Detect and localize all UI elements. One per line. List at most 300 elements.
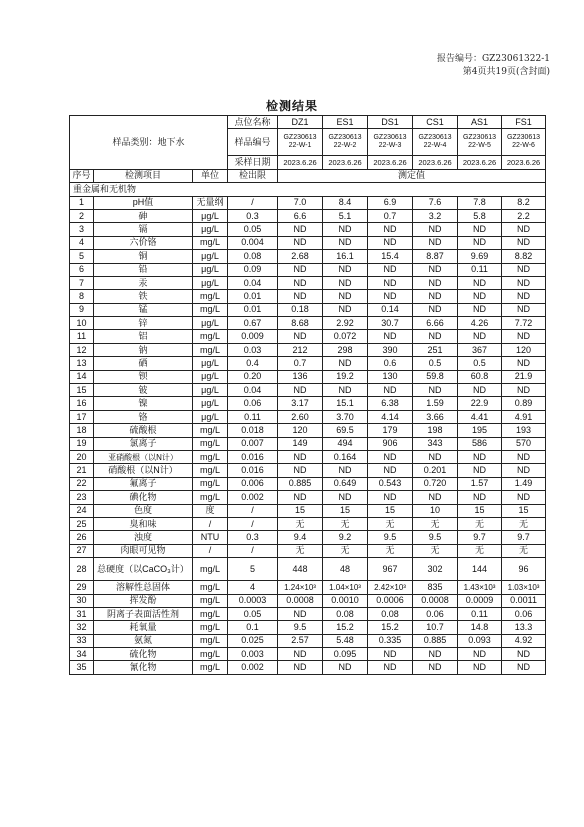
unit-cell: mg/L xyxy=(193,303,228,316)
seq-header: 序号 xyxy=(70,169,94,182)
table-row xyxy=(70,236,546,249)
value-cell: ND xyxy=(368,450,413,463)
value-cell: ND xyxy=(458,464,502,477)
item-cell: 汞 xyxy=(94,276,193,289)
table-row xyxy=(70,621,546,634)
table-row xyxy=(70,544,546,557)
value-cell: 69.5 xyxy=(323,424,368,437)
table-row xyxy=(70,491,546,504)
value-cell: ND xyxy=(278,607,323,620)
point-cell: DS1 xyxy=(368,116,413,129)
value-cell: ND xyxy=(368,491,413,504)
value-cell: 0.0010 xyxy=(323,594,368,607)
value-cell: ND xyxy=(413,223,458,236)
point-cell: AS1 xyxy=(458,116,502,129)
measured-header: 测定值 xyxy=(278,169,546,182)
unit-cell: mg/L xyxy=(193,581,228,594)
limit-cell: 0.009 xyxy=(228,330,278,343)
value-cell: ND xyxy=(278,464,323,477)
value-cell: ND xyxy=(502,384,546,397)
value-cell: 19.2 xyxy=(323,370,368,383)
value-cell: ND xyxy=(502,491,546,504)
value-cell: ND xyxy=(502,276,546,289)
value-cell: 15 xyxy=(502,504,546,517)
item-cell: 铜 xyxy=(94,250,193,263)
value-cell: 835 xyxy=(413,581,458,594)
unit-cell: μg/L xyxy=(193,209,228,222)
value-cell: 0.0011 xyxy=(502,594,546,607)
sample-date-cell: 2023.6.26 xyxy=(323,156,368,169)
limit-cell: 0.0003 xyxy=(228,594,278,607)
value-cell: 9.2 xyxy=(323,531,368,544)
value-cell: 198 xyxy=(413,424,458,437)
value-cell: 48 xyxy=(323,558,368,581)
page-title: 检测结果 xyxy=(265,99,318,113)
sample-date-cell: 2023.6.26 xyxy=(278,156,323,169)
item-cell: 镉 xyxy=(94,223,193,236)
item-cell: 铁 xyxy=(94,290,193,303)
sample-no-cell: GZ230613 22-W-3 xyxy=(368,129,413,156)
unit-cell: mg/L xyxy=(193,424,228,437)
value-cell: ND xyxy=(458,648,502,661)
value-cell: 4.14 xyxy=(368,410,413,423)
value-cell: 1.59 xyxy=(413,397,458,410)
unit-cell: mg/L xyxy=(193,464,228,477)
seq-cell: 35 xyxy=(70,661,94,674)
value-cell: 9.7 xyxy=(502,531,546,544)
value-cell: 8.87 xyxy=(413,250,458,263)
unit-cell: mg/L xyxy=(193,607,228,620)
value-cell: 7.8 xyxy=(458,196,502,209)
value-cell: ND xyxy=(323,384,368,397)
value-cell: 10.7 xyxy=(413,621,458,634)
value-cell: 14.8 xyxy=(458,621,502,634)
value-cell: ND xyxy=(413,236,458,249)
value-cell: ND xyxy=(458,236,502,249)
seq-cell: 33 xyxy=(70,634,94,647)
value-cell: 144 xyxy=(458,558,502,581)
value-cell: ND xyxy=(502,330,546,343)
value-cell: 10 xyxy=(413,504,458,517)
value-cell: 21.9 xyxy=(502,370,546,383)
value-cell: ND xyxy=(368,276,413,289)
value-cell: 1.57 xyxy=(458,477,502,490)
unit-cell: μg/L xyxy=(193,223,228,236)
value-cell: 0.0008 xyxy=(278,594,323,607)
value-cell: 4.26 xyxy=(458,317,502,330)
limit-cell: 0.016 xyxy=(228,464,278,477)
seq-cell: 27 xyxy=(70,544,94,557)
value-cell: 30.7 xyxy=(368,317,413,330)
value-cell: ND xyxy=(278,648,323,661)
table-row xyxy=(70,290,546,303)
limit-cell: 0.003 xyxy=(228,648,278,661)
table-row xyxy=(70,357,546,370)
table-row xyxy=(70,558,546,581)
value-cell: 0.7 xyxy=(278,357,323,370)
value-cell: ND xyxy=(368,290,413,303)
seq-cell: 26 xyxy=(70,531,94,544)
seq-cell: 31 xyxy=(70,607,94,620)
value-cell: 无 xyxy=(278,517,323,530)
value-cell: 9.5 xyxy=(278,621,323,634)
sample-date-cell: 2023.6.26 xyxy=(502,156,546,169)
value-cell: 0.093 xyxy=(458,634,502,647)
seq-cell: 18 xyxy=(70,424,94,437)
value-cell: 0.335 xyxy=(368,634,413,647)
value-cell: ND xyxy=(413,276,458,289)
limit-cell: 0.08 xyxy=(228,250,278,263)
table-row xyxy=(70,607,546,620)
value-cell: ND xyxy=(458,384,502,397)
value-cell: 6.6 xyxy=(278,209,323,222)
value-cell: 1.43×10³ xyxy=(458,581,502,594)
table-row xyxy=(70,343,546,356)
unit-cell: / xyxy=(193,517,228,530)
seq-cell: 22 xyxy=(70,477,94,490)
table-row xyxy=(70,223,546,236)
seq-cell: 14 xyxy=(70,370,94,383)
sample-no-label: 样品编号 xyxy=(228,129,278,156)
value-cell: 3.17 xyxy=(278,397,323,410)
item-cell: 氯离子 xyxy=(94,437,193,450)
value-cell: 3.2 xyxy=(413,209,458,222)
seq-cell: 29 xyxy=(70,581,94,594)
seq-cell: 25 xyxy=(70,517,94,530)
limit-cell: 0.3 xyxy=(228,209,278,222)
seq-cell: 30 xyxy=(70,594,94,607)
value-cell: ND xyxy=(458,223,502,236)
value-cell: 8.2 xyxy=(502,196,546,209)
value-cell: ND xyxy=(502,303,546,316)
value-cell: 967 xyxy=(368,558,413,581)
unit-cell: μg/L xyxy=(193,357,228,370)
value-cell: ND xyxy=(502,236,546,249)
value-cell: 0.0008 xyxy=(413,594,458,607)
unit-cell: / xyxy=(193,544,228,557)
seq-cell: 7 xyxy=(70,276,94,289)
value-cell: 无 xyxy=(413,517,458,530)
sample-category: 样品类别：地下水 xyxy=(70,116,228,170)
unit-cell: mg/L xyxy=(193,330,228,343)
value-cell: ND xyxy=(278,491,323,504)
seq-cell: 13 xyxy=(70,357,94,370)
item-cell: 浊度 xyxy=(94,531,193,544)
value-cell: ND xyxy=(278,263,323,276)
item-cell: 硒 xyxy=(94,357,193,370)
value-cell: ND xyxy=(502,290,546,303)
value-cell: 179 xyxy=(368,424,413,437)
table-row xyxy=(70,276,546,289)
value-cell: 15.2 xyxy=(323,621,368,634)
seq-cell: 24 xyxy=(70,504,94,517)
value-cell: 2.60 xyxy=(278,410,323,423)
value-cell: 9.5 xyxy=(368,531,413,544)
unit-cell: μg/L xyxy=(193,370,228,383)
value-cell: ND xyxy=(323,491,368,504)
item-cell: 阴离子表面活性剂 xyxy=(94,607,193,620)
value-cell: 298 xyxy=(323,343,368,356)
value-cell: 8.82 xyxy=(502,250,546,263)
limit-cell: 0.007 xyxy=(228,437,278,450)
limit-cell: / xyxy=(228,544,278,557)
limit-cell: 0.016 xyxy=(228,450,278,463)
sample-no-cell: GZ230613 22-W-4 xyxy=(413,129,458,156)
value-cell: 5.1 xyxy=(323,209,368,222)
table-row xyxy=(70,450,546,463)
unit-cell: NTU xyxy=(193,531,228,544)
value-cell: 195 xyxy=(458,424,502,437)
seq-cell: 9 xyxy=(70,303,94,316)
limit-cell: 0.06 xyxy=(228,397,278,410)
item-cell: 砷 xyxy=(94,209,193,222)
value-cell: 7.0 xyxy=(278,196,323,209)
value-cell: ND xyxy=(323,357,368,370)
value-cell: ND xyxy=(458,491,502,504)
limit-cell: 0.018 xyxy=(228,424,278,437)
table-row xyxy=(70,594,546,607)
seq-cell: 10 xyxy=(70,317,94,330)
value-cell: ND xyxy=(323,303,368,316)
seq-cell: 20 xyxy=(70,450,94,463)
value-cell: ND xyxy=(323,263,368,276)
table-row xyxy=(70,581,546,594)
table-row xyxy=(70,504,546,517)
unit-cell: μg/L xyxy=(193,276,228,289)
value-cell: 15 xyxy=(278,504,323,517)
limit-cell: 0.1 xyxy=(228,621,278,634)
value-cell: 9.7 xyxy=(458,531,502,544)
limit-cell: 4 xyxy=(228,581,278,594)
value-cell: 1.04×10³ xyxy=(323,581,368,594)
value-cell: 9.4 xyxy=(278,531,323,544)
section-row xyxy=(70,183,546,196)
limit-cell: / xyxy=(228,196,278,209)
value-cell: ND xyxy=(458,276,502,289)
seq-cell: 16 xyxy=(70,397,94,410)
table-row xyxy=(70,464,546,477)
limit-cell: 0.002 xyxy=(228,491,278,504)
value-cell: 15 xyxy=(368,504,413,517)
value-cell: ND xyxy=(278,450,323,463)
item-cell: 耗氧量 xyxy=(94,621,193,634)
sample-date-cell: 2023.6.26 xyxy=(413,156,458,169)
value-cell: ND xyxy=(413,491,458,504)
item-cell: 碘化物 xyxy=(94,491,193,504)
limit-cell: 0.20 xyxy=(228,370,278,383)
table-row xyxy=(70,410,546,423)
value-cell: ND xyxy=(413,303,458,316)
limit-cell: 0.03 xyxy=(228,343,278,356)
value-cell: 16.1 xyxy=(323,250,368,263)
item-cell: 硫酸根 xyxy=(94,424,193,437)
value-cell: ND xyxy=(368,384,413,397)
value-cell: 586 xyxy=(458,437,502,450)
seq-cell: 5 xyxy=(70,250,94,263)
unit-cell: mg/L xyxy=(193,477,228,490)
value-cell: 1.49 xyxy=(502,477,546,490)
limit-cell: / xyxy=(228,517,278,530)
value-cell: ND xyxy=(502,263,546,276)
item-cell: 氨氮 xyxy=(94,634,193,647)
value-cell: 251 xyxy=(413,343,458,356)
value-cell: ND xyxy=(368,661,413,674)
table-row xyxy=(70,477,546,490)
table-row xyxy=(70,384,546,397)
value-cell: ND xyxy=(458,661,502,674)
value-cell: 15 xyxy=(323,504,368,517)
section-title: 重金属和无机物 xyxy=(70,183,546,196)
seq-cell: 4 xyxy=(70,236,94,249)
value-cell: 390 xyxy=(368,343,413,356)
item-cell: 铬 xyxy=(94,410,193,423)
item-cell: 铍 xyxy=(94,384,193,397)
value-cell: 15 xyxy=(458,504,502,517)
value-cell: 3.66 xyxy=(413,410,458,423)
value-cell: ND xyxy=(278,236,323,249)
point-cell: DZ1 xyxy=(278,116,323,129)
seq-cell: 28 xyxy=(70,558,94,581)
value-cell: 0.89 xyxy=(502,397,546,410)
item-cell: 铝 xyxy=(94,330,193,343)
value-cell: 2.2 xyxy=(502,209,546,222)
value-cell: 4.41 xyxy=(458,410,502,423)
value-cell: 6.38 xyxy=(368,397,413,410)
limit-cell: 0.025 xyxy=(228,634,278,647)
value-cell: ND xyxy=(502,464,546,477)
value-cell: ND xyxy=(278,290,323,303)
value-cell: ND xyxy=(502,357,546,370)
item-cell: 氰化物 xyxy=(94,661,193,674)
unit-header: 单位 xyxy=(193,169,228,182)
item-header: 检测项目 xyxy=(94,169,193,182)
unit-cell: mg/L xyxy=(193,621,228,634)
table-row xyxy=(70,424,546,437)
unit-cell: mg/L xyxy=(193,634,228,647)
value-cell: 9.5 xyxy=(413,531,458,544)
limit-cell: 0.006 xyxy=(228,477,278,490)
value-cell: ND xyxy=(323,276,368,289)
seq-cell: 1 xyxy=(70,196,94,209)
unit-cell: mg/L xyxy=(193,290,228,303)
value-cell: 494 xyxy=(323,437,368,450)
value-cell: 0.072 xyxy=(323,330,368,343)
value-cell: ND xyxy=(413,290,458,303)
value-cell: 无 xyxy=(458,517,502,530)
value-cell: 5.8 xyxy=(458,209,502,222)
unit-cell: μg/L xyxy=(193,410,228,423)
sample-no-cell: GZ230613 22-W-6 xyxy=(502,129,546,156)
unit-cell: mg/L xyxy=(193,450,228,463)
table-row xyxy=(70,648,546,661)
value-cell: 7.6 xyxy=(413,196,458,209)
point-cell: FS1 xyxy=(502,116,546,129)
sample-no-cell: GZ230613 22-W-1 xyxy=(278,129,323,156)
value-cell: 0.7 xyxy=(368,209,413,222)
value-cell: 0.095 xyxy=(323,648,368,661)
seq-cell: 8 xyxy=(70,290,94,303)
item-cell: 锰 xyxy=(94,303,193,316)
value-cell: ND xyxy=(502,661,546,674)
item-cell: 钡 xyxy=(94,370,193,383)
value-cell: 无 xyxy=(278,544,323,557)
value-cell: 0.720 xyxy=(413,477,458,490)
unit-cell: 度 xyxy=(193,504,228,517)
unit-cell: μg/L xyxy=(193,263,228,276)
value-cell: 7.72 xyxy=(502,317,546,330)
value-cell: 0.08 xyxy=(323,607,368,620)
limit-cell: 0.05 xyxy=(228,607,278,620)
value-cell: 96 xyxy=(502,558,546,581)
value-cell: ND xyxy=(368,648,413,661)
value-cell: ND xyxy=(368,223,413,236)
value-cell: 5.48 xyxy=(323,634,368,647)
value-cell: 15.1 xyxy=(323,397,368,410)
value-cell: 0.201 xyxy=(413,464,458,477)
unit-cell: mg/L xyxy=(193,343,228,356)
value-cell: 无 xyxy=(413,544,458,557)
value-cell: 0.5 xyxy=(458,357,502,370)
value-cell: ND xyxy=(323,290,368,303)
value-cell: ND xyxy=(458,303,502,316)
table-row xyxy=(70,263,546,276)
table-row xyxy=(70,661,546,674)
column-header-row xyxy=(70,169,546,182)
sample-no-cell: GZ230613 22-W-2 xyxy=(323,129,368,156)
point-name-label: 点位名称 xyxy=(228,116,278,129)
value-cell: 0.164 xyxy=(323,450,368,463)
value-cell: ND xyxy=(278,384,323,397)
value-cell: 120 xyxy=(502,343,546,356)
item-cell: 硝酸根（以N计） xyxy=(94,464,193,477)
value-cell: ND xyxy=(368,263,413,276)
value-cell: ND xyxy=(278,330,323,343)
item-cell: 挥发酚 xyxy=(94,594,193,607)
value-cell: 149 xyxy=(278,437,323,450)
value-cell: ND xyxy=(413,330,458,343)
value-cell: 0.885 xyxy=(413,634,458,647)
value-cell: 22.9 xyxy=(458,397,502,410)
value-cell: 0.649 xyxy=(323,477,368,490)
value-cell: 15.2 xyxy=(368,621,413,634)
value-cell: 无 xyxy=(323,544,368,557)
limit-header: 检出限 xyxy=(228,169,278,182)
table-row xyxy=(70,209,546,222)
table-row xyxy=(70,397,546,410)
limit-cell: 0.67 xyxy=(228,317,278,330)
value-cell: ND xyxy=(368,330,413,343)
value-cell: ND xyxy=(278,276,323,289)
table-row xyxy=(70,634,546,647)
sample-date-cell: 2023.6.26 xyxy=(458,156,502,169)
report-number: 报告编号：GZ23061322-1 xyxy=(436,54,550,64)
value-cell: ND xyxy=(502,648,546,661)
limit-cell: 5 xyxy=(228,558,278,581)
value-cell: 9.69 xyxy=(458,250,502,263)
seq-cell: 15 xyxy=(70,384,94,397)
value-cell: 8.68 xyxy=(278,317,323,330)
value-cell: 无 xyxy=(502,544,546,557)
item-cell: 总硬度（以CaCO₃计） xyxy=(94,558,193,581)
value-cell: ND xyxy=(278,223,323,236)
value-cell: 906 xyxy=(368,437,413,450)
value-cell: ND xyxy=(323,661,368,674)
seq-cell: 17 xyxy=(70,410,94,423)
point-row xyxy=(70,116,546,129)
sample-date-label: 采样日期 xyxy=(228,156,278,169)
limit-cell: 0.11 xyxy=(228,410,278,423)
point-cell: CS1 xyxy=(413,116,458,129)
